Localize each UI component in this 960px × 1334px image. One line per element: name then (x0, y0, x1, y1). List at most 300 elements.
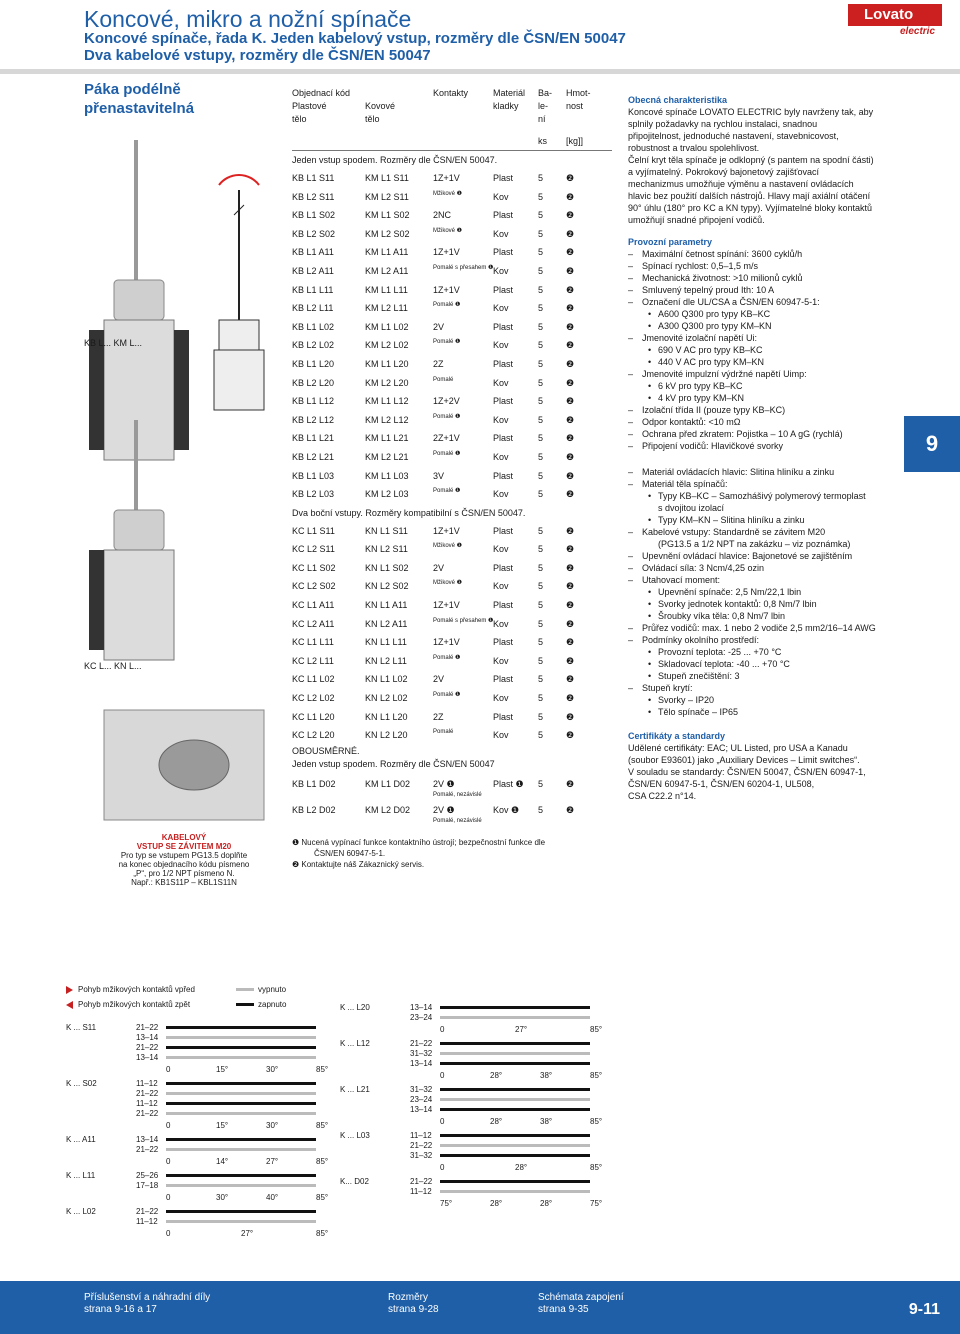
list-item: – Odpor kontaktů: <10 mΩ (628, 416, 898, 428)
contact-pair: 21–22 (410, 1177, 433, 1186)
scale-label: 85° (316, 1121, 329, 1130)
scale-label: 0 (166, 1121, 171, 1130)
table-cell: Plast (493, 470, 514, 481)
list-item: • 6 kV pro typy KB–KC (628, 380, 898, 392)
group-3-rows (292, 775, 612, 827)
brand-logo-sub: electric (900, 26, 936, 37)
table-cell: Plast (493, 284, 514, 295)
table-cell: 5 (538, 730, 544, 741)
table-cell: Kov (493, 414, 509, 425)
table-cell: Plast (493, 562, 514, 573)
contact-type: Pomalé ❶ (433, 450, 461, 457)
table-row (292, 467, 612, 486)
list-item: – Podmínky okolního prostředí: (628, 634, 898, 646)
text-line: umožňují snadné připojení vodičů. (628, 215, 765, 225)
order-table (292, 87, 612, 870)
group-3-title-b: Jeden vstup spodem. Rozměry dle ČSN/EN 50047 (292, 758, 495, 769)
table-cell: 5 (538, 396, 544, 407)
contact-pair: 11–12 (410, 1187, 432, 1196)
table-cell: 1Z+1V (433, 284, 460, 295)
col-pack-3: ní (538, 114, 546, 124)
scale-label: 85° (316, 1193, 329, 1202)
table-cell: ❷ (566, 303, 575, 314)
table-cell: 5 (538, 711, 544, 722)
col-pack: Ba- (538, 88, 553, 98)
scale-label: 30° (266, 1065, 279, 1074)
table-cell: KC L2 L02 (292, 693, 335, 704)
table-cell: ❷ (566, 247, 575, 258)
table-cell: ❷ (566, 210, 575, 221)
contact-type: Pomalé, nezávislé (433, 817, 482, 824)
table-cell: KC L1 L11 (292, 637, 334, 648)
table-cell: 5 (538, 562, 544, 573)
table-row (292, 225, 612, 244)
timing-bar (440, 1144, 590, 1147)
materials-list (628, 466, 898, 718)
table-cell: KB L2 S11 (292, 191, 335, 202)
chapter-tab: 9 (904, 416, 960, 472)
contact-pair: 31–32 (410, 1085, 433, 1094)
list-item: – Označení dle UL/CSA a ČSN/EN 60947-5-1: (628, 296, 898, 308)
list-item: – Materiál ovládacích hlavic: Slitina hliníku a zinku (628, 466, 898, 478)
table-cell: KB L2 A11 (292, 265, 334, 276)
table-cell: ❷ (566, 778, 575, 789)
table-cell: KM L1 L02 (365, 321, 409, 332)
contact-pair: 11–12 (136, 1217, 158, 1226)
timing-bar (440, 1134, 590, 1137)
scale-label: 0 (166, 1065, 171, 1074)
table-cell: Kov (493, 451, 509, 462)
contact-type: Mžikové ❶ (433, 227, 463, 234)
scale-label: 28° (490, 1199, 503, 1208)
brand-logo: Lovato (848, 4, 942, 26)
table-cell: ❷ (566, 600, 575, 611)
table-row (292, 448, 612, 467)
scale-label: 27° (241, 1229, 254, 1238)
scale-label: 38° (540, 1117, 553, 1126)
cable-note-line: na konec objednacího kódu písmeno (118, 860, 250, 869)
list-item: • Tělo spínače – IP65 (628, 706, 898, 718)
list-item: • 440 V AC pro typy KM–KN (628, 356, 898, 368)
timing-bar (440, 1052, 590, 1055)
table-cell: KM L2 L12 (365, 414, 409, 425)
footer-a2: strana 9-16 a 17 (84, 1304, 157, 1315)
table-cell: KM L1 A11 (365, 247, 409, 258)
footer-c1: Schémata zapojení (538, 1292, 624, 1303)
scale-label: 0 (166, 1157, 171, 1166)
table-cell: 5 (538, 414, 544, 425)
right-column (628, 94, 898, 802)
table-cell: ❷ (566, 433, 575, 444)
text-line: robustnost a trvalou spolehlivost. (628, 143, 760, 153)
table-cell: 2Z (433, 358, 444, 369)
table-cell: Plast (493, 247, 514, 258)
table-cell: ❷ (566, 489, 575, 500)
table-cell: 3V (433, 470, 445, 481)
table-row (292, 336, 612, 355)
table-row (292, 243, 612, 262)
table-cell: Plast (493, 433, 514, 444)
table-cell: 2Z+1V (433, 433, 460, 444)
subtitle-1: Koncové spínače, řada K. Jeden kabelový vstup, rozměry dle ČSN/EN 50047 (84, 30, 626, 47)
unit-ks: ks (538, 136, 547, 146)
table-cell: ❷ (566, 544, 575, 555)
switch-name: K ... S02 (66, 1079, 97, 1088)
table-cell: 5 (538, 804, 544, 815)
table-row (292, 318, 612, 337)
scale-label: 0 (440, 1025, 445, 1034)
group-1-title: Jeden vstup spodem. Rozměry dle ČSN/EN 50047. (292, 155, 498, 165)
table-row (292, 540, 612, 559)
table-cell: Plast (493, 358, 514, 369)
list-item: – Průřez vodičů: max. 1 nebo 2 vodiče 2,5 mm2/16–14 AWG (628, 622, 898, 634)
table-row (292, 652, 612, 671)
text-line: (soubor E93601) jako „Auxiliary Devices – Limit switches“. (628, 755, 860, 765)
table-cell: Plast (493, 173, 514, 183)
subtitle-2: Dva kabelové vstupy, rozměry dle ČSN/EN 50047 (84, 47, 431, 64)
table-notes (292, 837, 612, 870)
table-cell: ❷ (566, 637, 575, 648)
contact-type: Pomalé (433, 729, 454, 736)
table-cell: 5 (538, 303, 544, 314)
legend-forward: Pohyb mžikových kontaktů vpřed (78, 985, 195, 994)
header-rule (0, 69, 960, 74)
table-cell: KB L1 L11 (292, 284, 334, 295)
table-cell: KM L2 L03 (365, 489, 409, 500)
scale-label: 27° (515, 1025, 528, 1034)
contact-type: Pomalé (433, 376, 454, 383)
col-weight: Hmot- (566, 88, 591, 98)
scale-label: 0 (440, 1117, 445, 1126)
table-cell: KM L2 A11 (365, 265, 409, 276)
table-cell: 1Z+1V (433, 637, 460, 648)
timing-bar (166, 1184, 316, 1187)
table-cell: KM L1 S02 (365, 210, 410, 221)
scale-label: 85° (316, 1065, 329, 1074)
text-line: CSA C22.2 n°14. (628, 791, 697, 801)
cert-text (628, 742, 898, 802)
lever-diagram-icon (214, 175, 264, 410)
list-item: • Šroubky víka těla: 0,8 Nm/7 lbin (628, 610, 898, 622)
table-cell: KM L1 D02 (365, 778, 411, 789)
table-cell: KN L2 L11 (365, 655, 407, 666)
table-row (292, 559, 612, 578)
contact-pair: 11–12 (410, 1131, 432, 1140)
contact-type: Pomalé, nezávislé (433, 791, 482, 798)
table-cell: KB L1 D02 (292, 778, 336, 789)
cable-note-line: Pro typ se vstupem PG13.5 doplňte (120, 851, 248, 860)
table-row (292, 169, 612, 188)
table-cell: Plast (493, 674, 514, 685)
unit-kg: [kg]] (566, 136, 584, 146)
list-item: – Kabelové vstupy: Standardně se závitem M20 (628, 526, 898, 538)
col-plastic: Plastové (292, 101, 327, 111)
table-cell: KB L2 L12 (292, 414, 335, 425)
contact-type: Pomalé ❶ (433, 654, 461, 661)
table-cell: ❷ (566, 804, 575, 815)
cert-heading: Certifikáty a standardy (628, 731, 726, 741)
switch-name: K ... L12 (340, 1039, 370, 1048)
list-item: • Upevnění spínače: 2,5 Nm/22,1 lbin (628, 586, 898, 598)
table-cell: 5 (538, 173, 544, 183)
general-heading: Obecná charakteristika (628, 95, 728, 105)
table-cell: Kov (493, 693, 509, 704)
table-cell: ❷ (566, 284, 575, 295)
table-cell: 2Z (433, 711, 444, 722)
table-cell: KB L2 L03 (292, 489, 335, 500)
table-cell: Plast (493, 210, 514, 221)
table-cell: KM L2 L21 (365, 451, 409, 462)
table-cell: KM L2 L11 (365, 303, 408, 314)
table-cell: KB L2 L21 (292, 451, 335, 462)
table-cell: 5 (538, 618, 544, 629)
table-cell: Kov (493, 303, 509, 314)
list-item: • A300 Q300 pro typy KM–KN (628, 320, 898, 332)
list-item: – Ochrana před zkratem: Pojistka – 10 A gG (rychlá) (628, 428, 898, 440)
table-cell: Kov (493, 730, 509, 741)
contact-type: Pomalé ❶ (433, 692, 461, 699)
table-cell: 2V ❶ (433, 778, 455, 789)
footer-link-accessories[interactable] (84, 1292, 210, 1316)
table-cell: KN L2 L20 (365, 730, 408, 741)
page-number: 9-11 (908, 1301, 940, 1318)
scale-label: 27° (266, 1157, 279, 1166)
contact-type: Mžikové ❶ (433, 580, 463, 587)
table-cell: 5 (538, 655, 544, 666)
table-cell: KB L1 S02 (292, 210, 336, 221)
table-cell: ❷ (566, 674, 575, 685)
table-cell: Kov (493, 655, 509, 666)
arrow-back-icon (66, 1001, 73, 1009)
contact-pair: 21–22 (136, 1109, 159, 1118)
timing-bar (166, 1082, 316, 1085)
table-cell: 2V (433, 562, 445, 573)
col-weight-2: nost (566, 101, 584, 111)
list-item: – Připojení vodičů: Hlavičkové svorky (628, 440, 898, 452)
list-item: – Utahovací moment: (628, 574, 898, 586)
table-row (292, 188, 612, 207)
section-title: Páka podélně přenastavitelná (84, 81, 195, 117)
note-2: ❷ Kontaktujte náš Zákaznický servis. (292, 859, 425, 869)
table-cell: ❷ (566, 451, 575, 462)
table-cell: KN L1 S02 (365, 562, 409, 573)
table-row (292, 596, 612, 615)
table-cell: KB L1 S11 (292, 173, 335, 183)
contact-pair: 31–32 (410, 1151, 433, 1160)
table-cell: KB L2 S02 (292, 228, 336, 239)
scale-label: 28° (490, 1117, 503, 1126)
cable-note-title2: VSTUP SE ZÁVITEM M20 (136, 842, 232, 851)
list-item: – Stupeň krytí: (628, 682, 898, 694)
table-row (292, 262, 612, 281)
contact-pair: 31–32 (410, 1049, 433, 1058)
table-cell: Kov (493, 489, 509, 500)
table-cell: 5 (538, 778, 544, 789)
timing-bar (166, 1210, 316, 1213)
group-3-title-a: OBOUSMĚRNÉ. (292, 745, 360, 756)
contact-type: Pomalé ❶ (433, 302, 461, 309)
scale-label: 38° (540, 1071, 553, 1080)
table-cell: 5 (538, 340, 544, 351)
table-cell: 5 (538, 228, 544, 239)
col-pack-2: le- (538, 101, 549, 111)
list-item: – Upevnění ovládací hlavice: Bajonetové se zajištěním (628, 550, 898, 562)
timing-bar (166, 1112, 316, 1115)
timing-diagrams (66, 985, 626, 1275)
table-cell: 5 (538, 284, 544, 295)
timing-bar (166, 1026, 316, 1029)
contact-pair: 21–22 (136, 1145, 159, 1154)
scale-label: 15° (216, 1121, 229, 1130)
switch-name: K ... L21 (340, 1085, 370, 1094)
table-cell: KM L1 L12 (365, 396, 409, 407)
table-cell: 2V (433, 321, 445, 332)
table-cell: KB L1 L20 (292, 358, 335, 369)
table-cell: KB L2 L02 (292, 340, 335, 351)
list-item: • Provozní teplota: -25 ... +70 °C (628, 646, 898, 658)
switch-name: K ... L11 (66, 1171, 96, 1180)
contact-type: Mžikové ❶ (433, 190, 463, 197)
scale-label: 15° (216, 1065, 229, 1074)
table-row (292, 281, 612, 300)
switch-name: K ... L02 (66, 1207, 96, 1216)
table-cell: KC L1 A11 (292, 600, 335, 611)
table-cell: 5 (538, 525, 544, 536)
text-line: splnily požadavky na rychlou instalaci, snadnou (628, 119, 818, 129)
timing-bar (440, 1088, 590, 1091)
col-plastic-2: tělo (292, 114, 307, 124)
table-cell: 5 (538, 600, 544, 611)
contact-type: Pomalé ❶ (433, 488, 461, 495)
list-item: – Izolační třída II (pouze typy KB–KC) (628, 404, 898, 416)
table-cell: ❷ (566, 321, 575, 332)
note-1c: ČSN/EN 60947-5-1. (314, 848, 386, 858)
footer-link-dimensions[interactable] (388, 1292, 439, 1316)
table-row (292, 411, 612, 430)
table-cell: 2V (433, 674, 445, 685)
cable-entry-image (104, 710, 264, 820)
contact-type: Pomalé s přesahem ❶ (433, 264, 494, 271)
note-1b: kontaktního ústrojí; bezpečnostní funkce dle (389, 837, 546, 847)
group-1-rows (292, 169, 612, 504)
timing-bar (440, 1190, 590, 1193)
scale-label: 85° (316, 1229, 329, 1238)
contact-pair: 21–22 (136, 1089, 159, 1098)
table-cell: ❷ (566, 562, 575, 573)
switch-name: K ... L20 (340, 1003, 370, 1012)
table-cell: KC L2 S02 (292, 581, 336, 592)
table-cell: KB L1 L21 (292, 433, 335, 444)
text-line: připojitelnost, jednoduché nastavení, stavebnicovost, (628, 131, 839, 141)
timing-bar (440, 1042, 590, 1045)
table-cell: KN L1 L20 (365, 711, 408, 722)
list-item: • 690 V AC pro typy KB–KC (628, 344, 898, 356)
table-row (292, 801, 612, 827)
table-cell: 1Z+1V (433, 600, 460, 611)
text-line: V souladu se standardy: ČSN/EN 50047, ČSN/EN 60947-1, (628, 767, 866, 777)
contact-pair: 13–14 (410, 1105, 433, 1114)
table-cell: Kov (493, 265, 509, 276)
table-cell: ❷ (566, 265, 575, 276)
table-cell: KC L2 L20 (292, 730, 335, 741)
timing-bar (440, 1062, 590, 1065)
table-cell: Kov (493, 618, 509, 629)
footer-b2: strana 9-28 (388, 1304, 439, 1315)
table-cell: Kov (493, 544, 509, 555)
footer-c2: strana 9-35 (538, 1304, 589, 1315)
footer-link-wiring[interactable] (538, 1292, 624, 1316)
timing-bar (166, 1138, 316, 1141)
scale-label: 0 (166, 1229, 171, 1238)
table-cell: 5 (538, 247, 544, 258)
timing-bar (166, 1056, 316, 1059)
table-cell: ❷ (566, 396, 575, 407)
timing-bar (166, 1220, 316, 1223)
timing-bar (440, 1016, 590, 1019)
timing-bar (166, 1046, 316, 1049)
scale-label: 0 (440, 1163, 445, 1172)
timing-bar (166, 1092, 316, 1095)
table-cell: KC L2 L11 (292, 655, 334, 666)
contact-pair: 13–14 (136, 1033, 159, 1042)
table-cell: KB L2 D02 (292, 804, 336, 815)
scale-label: 75° (440, 1199, 453, 1208)
table-row (292, 429, 612, 448)
legend-back: Pohyb mžikových kontaktů zpět (78, 1000, 191, 1009)
table-cell: 5 (538, 489, 544, 500)
table-cell: 5 (538, 265, 544, 276)
text-line: hlavic bez použití dalších nástrojů. Hlavy mají axiální otáčení (628, 191, 871, 201)
table-cell: Kov (493, 340, 509, 351)
list-item: – Ovládací síla: 3 Ncm/4,25 ozin (628, 562, 898, 574)
contact-pair: 21–22 (410, 1141, 433, 1150)
list-item: • Typy KM–KN – Slitina hliníku a zinku (628, 514, 898, 526)
table-cell: 1Z+1V (433, 525, 460, 536)
group-2-title: Dva boční vstupy. Rozměry kompatibilní s ČSN/EN 50047. (292, 507, 526, 518)
table-cell: Plast ❶ (493, 778, 524, 789)
table-cell: Kov (493, 191, 509, 202)
table-cell: ❷ (566, 618, 575, 629)
table-cell: ❷ (566, 730, 575, 741)
table-cell: Plast (493, 396, 514, 407)
table-row (292, 689, 612, 708)
timing-bar (166, 1036, 316, 1039)
list-item: • Skladovací teplota: -40 ... +70 °C (628, 658, 898, 670)
table-cell: KM L2 S02 (365, 228, 410, 239)
contact-pair: 21–22 (136, 1023, 159, 1032)
table-cell: 5 (538, 451, 544, 462)
scale-label: 28° (515, 1163, 528, 1172)
table-cell: Plast (493, 600, 514, 611)
list-item: – Spínací rychlost: 0,5–1,5 m/s (628, 260, 898, 272)
table-cell: KN L2 L02 (365, 693, 408, 704)
contact-pair: 17–18 (136, 1181, 159, 1190)
scale-label: 40° (266, 1193, 279, 1202)
group-2-rows (292, 522, 612, 745)
scale-label: 85° (590, 1025, 603, 1034)
list-item: • A600 Q300 pro typy KB–KC (628, 308, 898, 320)
table-row (292, 726, 612, 745)
table-cell: Plast (493, 637, 514, 648)
table-cell: KN L1 L11 (365, 637, 407, 648)
table-cell: KN L1 S11 (365, 525, 408, 536)
table-cell: 5 (538, 470, 544, 481)
legend-off: vypnuto (258, 985, 287, 994)
table-cell: ❷ (566, 414, 575, 425)
table-row (292, 299, 612, 318)
table-cell: ❷ (566, 173, 575, 183)
scale-label: 0 (166, 1193, 171, 1202)
